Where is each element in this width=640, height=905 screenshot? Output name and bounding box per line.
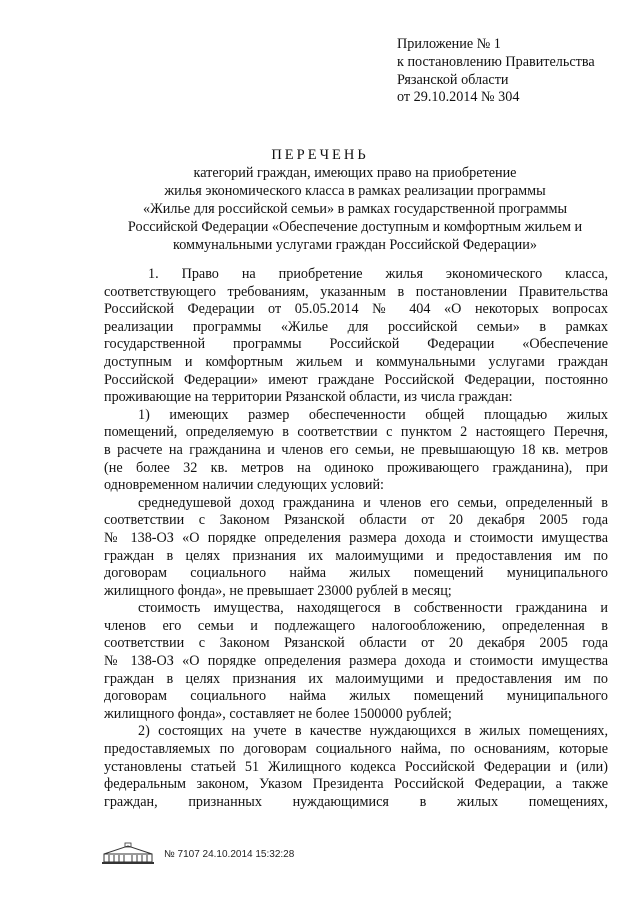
subtitle-line: коммунальными услугами граждан Российской Федерации» bbox=[173, 237, 537, 253]
appendix-line-1: Приложение № 1 bbox=[397, 36, 501, 52]
body-line: договорам социального найма жилых помещений муниципального bbox=[104, 688, 608, 705]
body-line: № 138-ОЗ «О порядке определения размера дохода и стоимости имущества bbox=[104, 653, 608, 670]
body-line: (не более 32 кв. метров на одиноко проживающего гражданина), при bbox=[104, 459, 608, 476]
body-line: 2) состоящих на учете в качестве нуждающихся в жилых помещениях, bbox=[138, 723, 608, 740]
body-line: соответствии с Законом Рязанской области от 20 декабря 2005 года bbox=[104, 635, 608, 652]
body-line: граждан в целях признания их малоимущими и предоставления им по bbox=[104, 670, 608, 687]
subtitle-line: жилья экономического класса в рамках реализации программы bbox=[164, 183, 546, 199]
body-line: № 138-ОЗ «О порядке определения размера дохода и стоимости имущества bbox=[104, 529, 608, 546]
body-line: государственной программы Российской Федерации «Обеспечение bbox=[104, 336, 608, 353]
body-line: помещений, определяемую в соответствии с пунктом 2 настоящего Перечня, bbox=[104, 424, 608, 441]
body-line: Российской Федерации от 05.05.2014 № 404 «О некоторых вопросах bbox=[104, 301, 608, 318]
body-line: одновременном наличии следующих условий: bbox=[104, 477, 384, 494]
body-line: членов его семьи и подлежащего налогообложению, определенная в bbox=[104, 617, 608, 634]
body-line: предоставляемых по договорам социального найма, по основаниям, которые bbox=[104, 741, 608, 758]
body-line: федеральным законом, Указом Президента Российской Федерации, а также bbox=[104, 776, 608, 793]
body-line: проживающие на территории Рязанской области, из числа граждан: bbox=[104, 389, 513, 406]
document-body bbox=[104, 266, 608, 811]
body-line: граждан в целях признания их малоимущими и предоставления им по bbox=[104, 547, 608, 564]
body-line: соответствующего требованиям, указанным в постановлении Правительства bbox=[104, 283, 608, 300]
body-line: 1) имеющих размер обеспеченности общей площадью жилых bbox=[138, 406, 608, 423]
building-logo-icon bbox=[100, 842, 156, 866]
body-line: доступным и комфортным жильем и коммунальными услугами граждан bbox=[104, 353, 608, 370]
body-line: жилищного фонда», составляет не более 1500000 рублей; bbox=[104, 705, 452, 722]
body-line: договорам социального найма жилых помещений муниципального bbox=[104, 565, 608, 582]
appendix-line-3: Рязанской области bbox=[397, 71, 509, 88]
body-line: соответствии с Законом Рязанской области от 20 декабря 2005 года bbox=[104, 512, 608, 529]
body-line: 1. Право на приобретение жилья экономического класса, bbox=[148, 266, 608, 282]
body-line: установлены статьей 51 Жилищного кодекса Российской Федерации и (или) bbox=[104, 758, 608, 775]
appendix-header bbox=[397, 36, 637, 107]
body-line: жилищного фонда», не превышает 23000 рублей в месяц; bbox=[104, 582, 452, 599]
registration-stamp: № 7107 24.10.2014 15:32:28 bbox=[164, 848, 295, 860]
document-subtitle bbox=[90, 164, 620, 254]
subtitle-line: категорий граждан, имеющих право на приобретение bbox=[193, 165, 517, 181]
subtitle-line: «Жилье для российской семьи» в рамках государственной программы bbox=[142, 201, 567, 217]
subtitle-line: Российской Федерации «Обеспечение доступным и комфортным жильем и bbox=[127, 219, 583, 235]
body-line: стоимость имущества, находящегося в собственности гражданина и bbox=[138, 600, 608, 617]
body-line: реализации программы «Жилье для российской семьи» в рамках bbox=[104, 318, 608, 335]
document-footer bbox=[100, 841, 294, 867]
appendix-line-4: от 29.10.2014 № 304 bbox=[397, 89, 520, 106]
body-line: граждан, признанных нуждающимися в жилых помещениях, bbox=[104, 793, 608, 810]
body-line: среднедушевой доход гражданина и членов его семьи, определенный в bbox=[138, 494, 608, 511]
document-title: ПЕРЕЧЕНЬ bbox=[271, 147, 369, 163]
appendix-line-2: к постановлению Правительства bbox=[397, 53, 595, 70]
body-line: Российской Федерации» имеют граждане Российской Федерации, постоянно bbox=[104, 371, 608, 388]
body-line: в расчете на гражданина и членов его семьи, не превышающую 18 кв. метров bbox=[104, 441, 608, 458]
